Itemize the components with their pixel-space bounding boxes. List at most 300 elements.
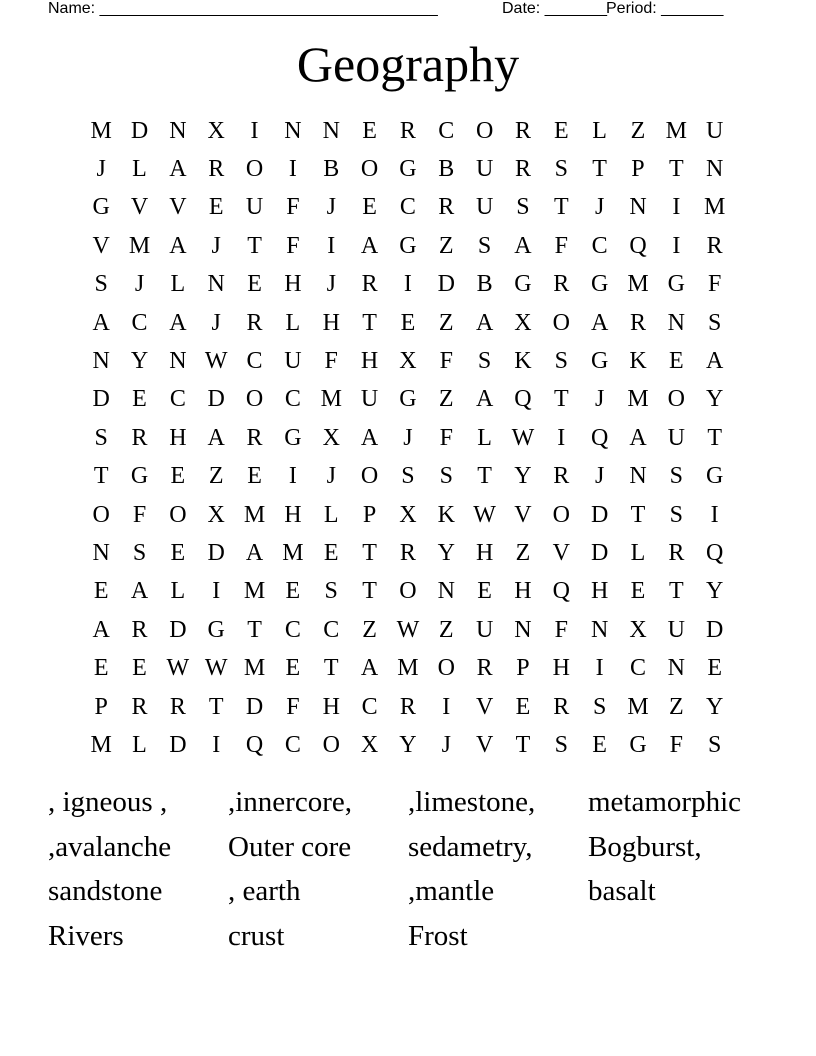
grid-letter[interactable]: O [475, 117, 494, 144]
grid-letter[interactable]: A [475, 309, 494, 336]
grid-letter[interactable]: G [92, 194, 110, 221]
grid-letter[interactable]: T [707, 424, 722, 451]
grid-letter[interactable]: V [92, 232, 110, 259]
grid-letter[interactable]: E [630, 578, 646, 605]
grid-letter[interactable]: J [441, 731, 451, 758]
grid-letter[interactable]: K [437, 501, 455, 528]
grid-letter[interactable]: R [668, 539, 685, 566]
grid-letter[interactable]: R [399, 693, 416, 720]
grid-letter[interactable]: D [207, 386, 225, 413]
grid-letter[interactable]: H [552, 655, 570, 682]
grid-letter[interactable]: F [707, 271, 722, 298]
grid-letter[interactable]: F [132, 501, 147, 528]
grid-letter[interactable]: E [477, 578, 492, 605]
grid-letter[interactable]: M [320, 386, 342, 413]
grid-letter[interactable]: O [437, 655, 455, 682]
grid-letter[interactable]: W [204, 655, 228, 682]
grid-letter[interactable]: T [362, 309, 377, 336]
grid-letter[interactable]: T [592, 156, 607, 183]
word-list-item: sandstone [48, 875, 163, 908]
grid-letter[interactable]: E [592, 731, 607, 758]
grid-letter[interactable]: N [667, 309, 685, 336]
grid-letter[interactable]: A [169, 156, 187, 183]
grid-letter[interactable]: A [514, 232, 532, 259]
grid-letter[interactable]: J [594, 463, 605, 490]
grid-letter[interactable]: E [247, 463, 262, 490]
grid-letter[interactable]: E [362, 117, 377, 144]
grid-letter[interactable]: F [439, 348, 453, 375]
grid-letter[interactable]: U [667, 616, 685, 643]
grid-letter[interactable]: J [326, 271, 336, 298]
grid-letter[interactable]: O [360, 156, 379, 183]
grid-letter[interactable]: L [132, 731, 147, 758]
grid-letter[interactable]: R [706, 232, 723, 259]
grid-letter[interactable]: K [514, 348, 532, 375]
grid-letter[interactable]: L [477, 424, 492, 451]
grid-letter[interactable]: V [130, 194, 149, 221]
grid-letter[interactable]: Y [399, 731, 417, 758]
grid-letter[interactable]: F [669, 731, 683, 758]
grid-letter[interactable]: H [322, 693, 340, 720]
period-field-label[interactable]: Period: _______ [606, 0, 724, 17]
grid-letter[interactable]: A [360, 655, 379, 682]
grid-letter[interactable]: X [629, 616, 647, 643]
grid-letter[interactable]: R [399, 117, 416, 144]
grid-letter[interactable]: G [207, 616, 225, 643]
grid-letter[interactable]: Y [130, 348, 149, 375]
grid-letter[interactable]: F [554, 232, 568, 259]
grid-letter[interactable]: M [128, 232, 151, 259]
grid-letter[interactable]: R [131, 693, 148, 720]
grid-letter[interactable]: N [92, 539, 110, 566]
grid-letter[interactable]: U [475, 194, 494, 221]
word-list [48, 780, 788, 959]
grid-letter[interactable]: H [590, 578, 609, 605]
grid-letter[interactable]: A [360, 232, 379, 259]
grid-letter[interactable]: J [326, 463, 336, 490]
grid-letter[interactable]: Q [590, 424, 609, 451]
grid-letter[interactable]: D [169, 731, 187, 758]
grid-letter[interactable]: D [92, 386, 110, 413]
grid-letter[interactable]: S [477, 348, 492, 375]
grid-letter[interactable]: I [672, 194, 681, 221]
grid-letter[interactable]: L [630, 539, 646, 566]
grid-letter[interactable]: E [668, 348, 684, 375]
grid-letter[interactable]: G [130, 463, 149, 490]
grid-letter[interactable]: L [285, 309, 301, 336]
grid-letter[interactable]: K [629, 348, 647, 375]
grid-letter[interactable]: D [207, 539, 225, 566]
grid-letter[interactable]: I [327, 232, 336, 259]
grid-letter[interactable]: Y [706, 693, 724, 720]
grid-letter[interactable]: S [592, 693, 607, 720]
grid-letter[interactable]: X [207, 117, 225, 144]
grid-letter[interactable]: M [627, 271, 649, 298]
grid-letter[interactable]: I [710, 501, 719, 528]
grid-letter[interactable]: R [246, 309, 263, 336]
grid-letter[interactable]: C [361, 693, 378, 720]
grid-letter[interactable]: H [360, 348, 379, 375]
grid-letter[interactable]: A [475, 386, 494, 413]
word-list-item: ,limestone, [408, 785, 536, 818]
grid-letter[interactable]: O [667, 386, 685, 413]
grid-letter[interactable]: P [362, 501, 377, 528]
grid-letter[interactable]: T [553, 194, 569, 221]
grid-letter[interactable]: N [590, 616, 609, 643]
grid-letter[interactable]: M [243, 578, 266, 605]
grid-letter[interactable]: N [169, 348, 187, 375]
grid-letter[interactable]: S [401, 463, 415, 490]
grid-letter[interactable]: Y [514, 463, 532, 490]
grid-letter[interactable]: L [132, 156, 147, 183]
grid-letter[interactable]: A [130, 578, 149, 605]
grid-letter[interactable]: I [595, 655, 604, 682]
grid-letter[interactable]: L [170, 578, 186, 605]
grid-letter[interactable]: S [707, 731, 722, 758]
grid-letter[interactable]: R [514, 117, 531, 144]
name-field-label[interactable]: Name: ______________________________________ [48, 0, 438, 17]
grid-letter[interactable]: B [476, 271, 493, 298]
grid-letter[interactable]: E [285, 578, 301, 605]
grid-letter[interactable]: B [323, 156, 340, 183]
grid-letter[interactable]: P [631, 156, 645, 183]
grid-letter[interactable]: Q [514, 386, 532, 413]
grid-letter[interactable]: W [166, 655, 190, 682]
grid-letter[interactable]: T [362, 539, 377, 566]
grid-letter[interactable]: N [169, 117, 187, 144]
grid-letter[interactable]: I [403, 271, 412, 298]
grid-letter[interactable]: Z [438, 616, 454, 643]
grid-letter[interactable]: L [592, 117, 607, 144]
grid-letter[interactable]: D [590, 501, 609, 528]
grid-letter[interactable]: E [93, 578, 109, 605]
grid-letter[interactable]: E [515, 693, 531, 720]
grid-letter[interactable]: J [96, 156, 106, 183]
grid-letter[interactable]: Q [629, 232, 647, 259]
grid-letter[interactable]: G [590, 348, 609, 375]
grid-letter[interactable]: S [94, 424, 108, 451]
grid-letter[interactable]: M [665, 117, 687, 144]
grid-letter[interactable]: N [207, 271, 225, 298]
grid-letter[interactable]: T [323, 655, 339, 682]
grid-letter[interactable]: L [170, 271, 186, 298]
grid-letter[interactable]: T [553, 386, 569, 413]
grid-letter[interactable]: O [552, 309, 570, 336]
grid-letter[interactable]: E [132, 386, 147, 413]
grid-letter[interactable]: S [669, 463, 683, 490]
grid-letter[interactable]: N [706, 156, 724, 183]
grid-letter[interactable]: E [93, 655, 109, 682]
grid-letter[interactable]: H [284, 271, 302, 298]
grid-letter[interactable]: C [246, 348, 263, 375]
grid-letter[interactable]: U [475, 616, 494, 643]
grid-letter[interactable]: N [514, 616, 532, 643]
grid-letter[interactable]: F [286, 232, 300, 259]
grid-letter[interactable]: M [704, 194, 726, 221]
grid-letter[interactable]: R [131, 424, 148, 451]
grid-letter[interactable]: M [397, 655, 419, 682]
grid-letter[interactable]: P [94, 693, 108, 720]
grid-letter[interactable]: S [554, 731, 568, 758]
grid-letter[interactable]: S [516, 194, 530, 221]
grid-letter[interactable]: S [324, 578, 338, 605]
grid-letter[interactable]: R [553, 463, 570, 490]
grid-letter[interactable]: G [514, 271, 532, 298]
grid-letter[interactable]: D [169, 616, 187, 643]
grid-letter[interactable]: U [706, 117, 724, 144]
grid-letter[interactable]: E [247, 271, 262, 298]
grid-letter[interactable]: X [322, 424, 340, 451]
grid-letter[interactable]: J [594, 194, 605, 221]
grid-letter[interactable]: E [323, 539, 339, 566]
grid-letter[interactable]: Y [706, 386, 724, 413]
grid-letter[interactable]: I [212, 731, 221, 758]
grid-letter[interactable]: A [207, 424, 225, 451]
grid-letter[interactable]: A [590, 309, 609, 336]
grid-letter[interactable]: G [284, 424, 302, 451]
grid-letter[interactable]: Z [438, 309, 454, 336]
grid-letter[interactable]: S [707, 309, 722, 336]
grid-letter[interactable]: Q [706, 539, 724, 566]
grid-letter[interactable]: R [553, 693, 570, 720]
grid-letter[interactable]: C [591, 232, 608, 259]
grid-letter[interactable]: R [208, 156, 225, 183]
grid-letter[interactable]: W [204, 348, 228, 375]
grid-letter[interactable]: M [90, 731, 112, 758]
grid-letter[interactable]: E [362, 194, 377, 221]
grid-letter[interactable]: V [475, 693, 494, 720]
grid-letter[interactable]: T [362, 578, 377, 605]
grid-letter[interactable]: W [511, 424, 535, 451]
grid-letter[interactable]: O [245, 156, 264, 183]
grid-letter[interactable]: I [250, 117, 259, 144]
grid-letter[interactable]: D [245, 693, 264, 720]
grid-letter[interactable]: H [322, 309, 340, 336]
grid-letter[interactable]: U [245, 194, 264, 221]
grid-letter[interactable]: E [170, 463, 186, 490]
grid-letter[interactable]: N [629, 463, 647, 490]
grid-letter[interactable]: E [400, 309, 416, 336]
grid-letter[interactable]: N [437, 578, 455, 605]
grid-letter[interactable]: A [706, 348, 724, 375]
grid-letter[interactable]: J [403, 424, 413, 451]
grid-letter[interactable]: X [207, 501, 225, 528]
grid-letter[interactable]: S [132, 539, 147, 566]
grid-letter[interactable]: I [288, 463, 297, 490]
grid-row [82, 496, 734, 534]
grid-letter[interactable]: C [284, 616, 301, 643]
grid-letter[interactable]: G [667, 271, 685, 298]
grid-letter[interactable]: X [360, 731, 379, 758]
grid-letter[interactable]: X [399, 501, 417, 528]
grid-letter[interactable]: I [288, 156, 297, 183]
grid-letter[interactable]: U [475, 156, 494, 183]
grid-letter[interactable]: A [92, 616, 110, 643]
grid-letter[interactable]: A [92, 309, 110, 336]
grid-letter[interactable]: Y [706, 578, 724, 605]
grid-letter[interactable]: C [169, 386, 186, 413]
grid-letter[interactable]: A [169, 309, 187, 336]
grid-letter[interactable]: R [629, 309, 646, 336]
grid-letter[interactable]: O [399, 578, 417, 605]
grid-letter[interactable]: C [323, 616, 340, 643]
grid-letter[interactable]: V [475, 731, 494, 758]
grid-letter[interactable]: J [211, 232, 221, 259]
grid-letter[interactable]: N [92, 348, 110, 375]
grid-letter[interactable]: F [286, 194, 300, 221]
grid-letter[interactable]: Z [438, 386, 454, 413]
grid-letter[interactable]: F [324, 348, 338, 375]
grid-letter[interactable]: Y [437, 539, 455, 566]
grid-letter[interactable]: G [399, 386, 417, 413]
grid-letter[interactable]: D [706, 616, 724, 643]
grid-letter[interactable]: T [477, 463, 492, 490]
grid-letter[interactable]: D [590, 539, 609, 566]
grid-letter[interactable]: C [284, 731, 301, 758]
grid-letter[interactable]: T [247, 232, 262, 259]
grid-letter[interactable]: Z [438, 232, 454, 259]
grid-letter[interactable]: E [707, 655, 722, 682]
grid-letter[interactable]: G [706, 463, 724, 490]
grid-letter[interactable]: H [475, 539, 494, 566]
grid-letter[interactable]: I [557, 424, 566, 451]
grid-letter[interactable]: S [554, 156, 568, 183]
grid-letter[interactable]: R [131, 616, 148, 643]
grid-letter[interactable]: A [245, 539, 264, 566]
grid-letter[interactable]: D [130, 117, 149, 144]
grid-letter[interactable]: Q [245, 731, 264, 758]
grid-letter[interactable]: V [169, 194, 187, 221]
grid-letter[interactable]: E [132, 655, 147, 682]
grid-letter[interactable]: S [554, 348, 568, 375]
grid-letter[interactable]: E [285, 655, 301, 682]
grid-letter[interactable]: R [399, 539, 416, 566]
grid-letter[interactable]: L [323, 501, 339, 528]
grid-letter[interactable]: S [94, 271, 108, 298]
grid-letter[interactable]: S [477, 232, 492, 259]
grid-letter[interactable]: H [514, 578, 532, 605]
grid-letter[interactable]: M [90, 117, 112, 144]
grid-letter[interactable]: N [667, 655, 685, 682]
grid-letter[interactable]: F [439, 424, 453, 451]
date-field-label[interactable]: Date: _______ [502, 0, 607, 17]
grid-letter[interactable]: X [399, 348, 417, 375]
grid-letter[interactable]: I [442, 693, 451, 720]
grid-letter[interactable]: R [246, 424, 263, 451]
grid-letter[interactable]: I [212, 578, 221, 605]
grid-letter[interactable]: V [514, 501, 532, 528]
grid-letter[interactable]: S [669, 501, 683, 528]
grid-letter[interactable]: U [284, 348, 302, 375]
grid-letter[interactable]: A [169, 232, 187, 259]
grid-letter[interactable]: F [554, 616, 568, 643]
grid-letter[interactable]: A [360, 424, 379, 451]
grid-letter[interactable]: U [667, 424, 685, 451]
grid-letter[interactable]: M [282, 539, 304, 566]
grid-letter[interactable]: M [243, 655, 266, 682]
grid-letter[interactable]: H [284, 501, 302, 528]
grid-letter[interactable]: J [594, 386, 605, 413]
grid-letter[interactable]: E [553, 117, 569, 144]
grid-letter[interactable]: Z [668, 693, 684, 720]
grid-letter[interactable]: E [170, 539, 186, 566]
grid-letter[interactable]: G [629, 731, 647, 758]
grid-letter[interactable]: N [284, 117, 302, 144]
grid-letter[interactable]: O [92, 501, 110, 528]
grid-letter[interactable]: R [438, 194, 455, 221]
grid-letter[interactable]: T [668, 578, 684, 605]
grid-letter[interactable]: T [208, 693, 224, 720]
grid-letter[interactable]: S [439, 463, 453, 490]
grid-letter[interactable]: R [476, 655, 493, 682]
grid-letter[interactable]: B [438, 156, 455, 183]
grid-letter[interactable]: T [630, 501, 646, 528]
grid-letter[interactable]: Q [552, 578, 570, 605]
grid-letter[interactable]: C [438, 117, 455, 144]
grid-letter[interactable]: I [672, 232, 681, 259]
grid-letter[interactable]: Z [208, 463, 224, 490]
grid-letter[interactable]: J [211, 309, 221, 336]
grid-letter[interactable]: M [627, 386, 649, 413]
grid-letter[interactable]: A [629, 424, 647, 451]
grid-letter[interactable]: R [553, 271, 570, 298]
grid-letter[interactable]: O [169, 501, 187, 528]
page-title: Geography [296, 36, 520, 92]
grid-letter[interactable]: T [668, 156, 684, 183]
grid-letter[interactable]: M [627, 693, 649, 720]
grid-letter[interactable]: U [360, 386, 379, 413]
grid-letter[interactable]: E [208, 194, 224, 221]
grid-row [82, 688, 734, 726]
grid-letter[interactable]: R [361, 271, 378, 298]
word-list-item: metamorphic [588, 785, 742, 818]
grid-letter[interactable]: D [437, 271, 455, 298]
grid-letter[interactable]: J [326, 194, 336, 221]
grid-letter[interactable]: T [93, 463, 109, 490]
grid-letter[interactable]: C [399, 194, 416, 221]
grid-letter[interactable]: R [514, 156, 531, 183]
grid-letter[interactable]: P [516, 655, 530, 682]
grid-letter[interactable]: C [131, 309, 148, 336]
grid-letter[interactable]: W [396, 616, 420, 643]
grid-letter[interactable]: N [322, 117, 340, 144]
grid-letter[interactable]: G [590, 271, 609, 298]
grid-letter[interactable]: T [247, 616, 262, 643]
grid-letter[interactable]: Z [630, 117, 646, 144]
grid-letter[interactable]: H [169, 424, 187, 451]
grid-letter[interactable]: X [514, 309, 532, 336]
grid-letter[interactable]: Z [362, 616, 377, 643]
grid-letter[interactable]: M [243, 501, 266, 528]
grid-letter[interactable]: J [134, 271, 145, 298]
grid-letter[interactable]: C [629, 655, 646, 682]
grid-letter[interactable]: F [286, 693, 300, 720]
grid-letter[interactable]: W [473, 501, 496, 528]
grid-letter[interactable]: R [169, 693, 186, 720]
word-list-item: crust [228, 920, 285, 953]
grid-letter[interactable]: N [629, 194, 647, 221]
grid-letter[interactable]: C [284, 386, 301, 413]
grid-letter[interactable]: O [552, 501, 570, 528]
grid-letter[interactable]: G [399, 232, 417, 259]
grid-letter[interactable]: Z [515, 539, 531, 566]
grid-letter[interactable]: G [399, 156, 417, 183]
grid-letter[interactable]: O [360, 463, 379, 490]
grid-letter[interactable]: V [552, 539, 570, 566]
grid-letter[interactable]: T [515, 731, 531, 758]
grid-letter[interactable]: O [245, 386, 264, 413]
grid-letter[interactable]: O [322, 731, 340, 758]
